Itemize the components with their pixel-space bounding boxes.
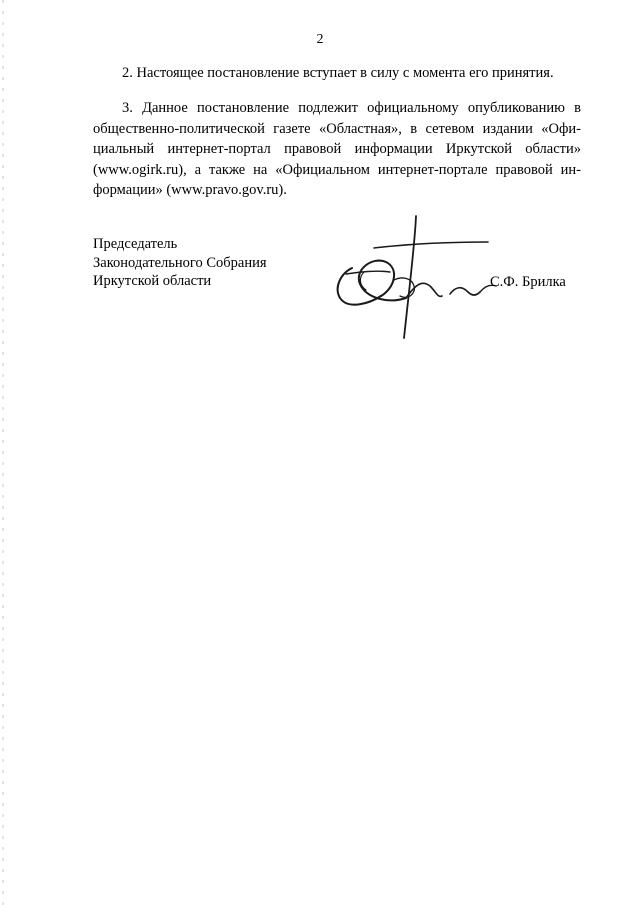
paragraph-line: 3. Данное постановление подлежит официальному опубликованию в — [122, 100, 581, 116]
paragraph-line: формации» (www.pravo.gov.ru). — [93, 182, 287, 198]
scan-edge-artifact — [2, 0, 4, 905]
signer-name: С.Ф. Брилка — [490, 274, 566, 290]
paragraph-line: общественно-политической газете «Областная», в сетевом издании «Офи- — [93, 120, 581, 137]
handwritten-signature — [330, 212, 500, 352]
signatory-title-line: Иркутской области — [93, 273, 212, 289]
signatory-title-line: Председатель — [93, 236, 178, 252]
paragraph-item-2 — [93, 63, 581, 84]
paragraph-line: циальный интернет-портал правовой информации Иркутской области» — [93, 141, 581, 157]
paragraph-line: (www.ogirk.ru), а также на «Официальном интернет-портале правовой ин- — [93, 161, 581, 178]
page-number: 2 — [316, 32, 324, 47]
signatory-title-line: Законодательного Собрания — [93, 254, 267, 271]
paragraph-item-3 — [93, 98, 581, 201]
paragraph-line: 2. Настоящее постановление вступает в силу с момента его принятия. — [122, 65, 554, 81]
signatory-title — [93, 235, 267, 291]
